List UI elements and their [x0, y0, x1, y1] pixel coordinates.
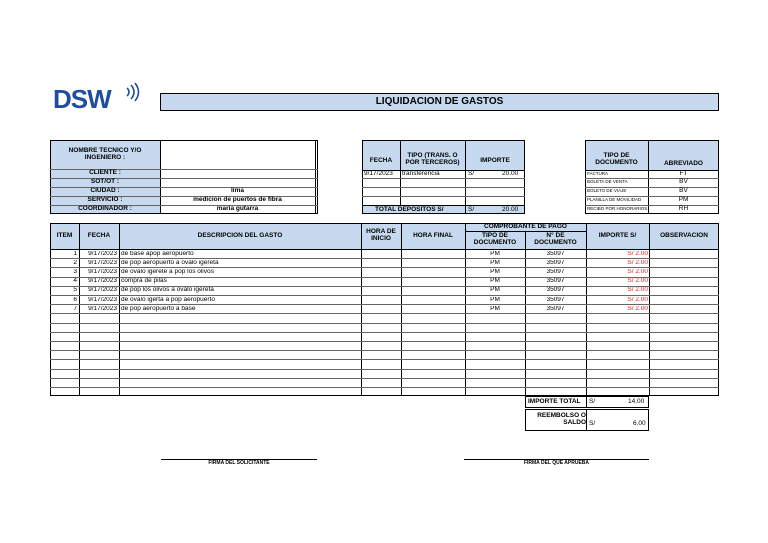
expense-item: 2: [73, 259, 77, 266]
signal-waves-icon: [124, 82, 142, 102]
doctype-abbrev: RH: [678, 205, 689, 213]
info-label-ciudad: CIUDAD :: [90, 187, 120, 195]
col-header-fecha: FECHA: [87, 231, 111, 239]
expense-fecha: 9/17/2023: [88, 296, 117, 303]
col-header-descripcion: DESCRIPCION DEL GASTO: [197, 231, 283, 239]
expense-descripcion: de pop los olivos a ovalo igereta: [121, 287, 214, 294]
expense-importe: S/ 2.00: [627, 305, 648, 312]
doctype-name: PLANILLA DE MOVILIDAD: [587, 197, 642, 202]
info-value-nombre: [160, 140, 315, 169]
expense-fecha: 9/17/2023: [88, 278, 117, 285]
doctypes-header-tipo: TIPO DE DOCUMENTO: [595, 152, 638, 166]
doctype-name: BOLETO DE VIAJE: [587, 188, 627, 193]
dsw-logo: DSW: [53, 84, 111, 114]
info-label-servicio: SERVICIO :: [87, 196, 123, 204]
info-label-sot: SOT/OT :: [90, 178, 120, 186]
info-value-sot: [160, 178, 315, 187]
info-label-cliente: CLIENTE :: [89, 169, 121, 177]
expense-importe: S/ 2.00: [627, 250, 648, 257]
expense-importe: S/ 2.00: [627, 296, 648, 303]
row-divider: [50, 341, 719, 342]
signature-label-solicitante: FIRMA DEL SOLICITANTE: [208, 459, 270, 466]
info-value-coordinador: maria gutarra: [216, 205, 259, 213]
expense-tipo-doc: PM: [490, 305, 500, 312]
doctype-abbrev: BV: [679, 187, 688, 195]
expense-tipo-doc: PM: [490, 259, 500, 266]
expense-importe: S/ 2.00: [627, 278, 648, 285]
signature-label-aprueba: FIRMA DEL QUE APRUEBA: [523, 459, 590, 466]
deposit-currency: S/: [468, 170, 475, 177]
importe-total-currency: S/: [589, 398, 596, 405]
deposits-total-currency: S/: [468, 206, 475, 213]
deposit-importe: 20.00: [502, 170, 519, 177]
info-value-cliente: [160, 169, 315, 178]
expense-num-doc: 35097: [546, 305, 565, 312]
reembolso-label: REEMBOLSO O SALDO: [537, 412, 586, 426]
info-label-nombre: NOMBRE TECNICO Y/O INGENIERO :: [68, 146, 142, 161]
deposit-fecha: 9/17/2023: [364, 170, 393, 177]
expense-fecha: 9/17/2023: [88, 268, 117, 275]
expense-descripcion: de ovalo igerete a pop los olivos: [121, 268, 214, 275]
expense-descripcion: de pop aeropuerto a ovalo igereta: [121, 259, 219, 266]
col-header-item: ITEM: [56, 231, 73, 239]
deposits-total-label: TOTAL DEPOSITOS S/: [375, 206, 444, 213]
expense-importe: S/ 2.00: [627, 259, 648, 266]
col-header-hora-final: HORA FINAL: [413, 231, 453, 239]
page-title: LIQUIDACION DE GASTOS: [160, 93, 719, 111]
deposits-header-fecha: FECHA: [369, 156, 393, 164]
deposits-header-importe: IMPORTE: [480, 156, 510, 164]
reembolso-value: 6.00: [633, 420, 646, 427]
col-header-observacion: OBSERVACION: [660, 231, 708, 239]
expense-tipo-doc: PM: [490, 296, 500, 303]
doctype-abbrev: FT: [679, 169, 688, 177]
row-divider: [50, 350, 719, 351]
doctype-abbrev: BV: [679, 178, 688, 186]
row-divider: [50, 387, 719, 388]
col-header-tipo-doc: TIPO DE DOCUMENTO: [473, 232, 517, 246]
row-divider: [50, 313, 719, 314]
info-value-ciudad: lima: [230, 187, 244, 195]
row-divider: [50, 378, 719, 379]
expense-descripcion: de pop aeropuerto a base: [121, 305, 196, 312]
row-divider: [50, 369, 719, 370]
doctype-name: BOLETA DE VENTA: [587, 179, 628, 184]
row-divider: [50, 359, 719, 360]
deposit-tipo: transferencia: [402, 170, 440, 177]
expense-num-doc: 35097: [546, 250, 565, 257]
col-header-comprobante: COMPROBANTE DE PAGO: [484, 222, 567, 230]
expense-item: 6: [73, 296, 77, 303]
expense-importe: S/ 2.00: [627, 268, 648, 275]
expense-num-doc: 35097: [546, 287, 565, 294]
expense-fecha: 9/17/2023: [88, 287, 117, 294]
doctype-name: FACTURA: [587, 171, 609, 176]
expense-item: 5: [73, 287, 77, 294]
col-header-num-doc: N° DE DOCUMENTO: [534, 232, 577, 246]
row-divider: [50, 332, 719, 333]
info-label-coordinador: COORDINADOR :: [78, 205, 132, 213]
doctype-name: RECIBO POR HONORARIOS: [587, 206, 648, 211]
info-value-servicio: medicion de puertos de fibra: [193, 196, 282, 204]
expense-num-doc: 35097: [546, 259, 565, 266]
expense-num-doc: 35097: [546, 268, 565, 275]
expense-tipo-doc: PM: [490, 287, 500, 294]
expense-fecha: 9/17/2023: [88, 305, 117, 312]
col-header-hora-inicio: HORA DE INICIO: [366, 228, 396, 242]
importe-total-value: 14.00: [628, 398, 645, 405]
expense-item: 4: [73, 278, 77, 285]
expense-item: 1: [73, 250, 77, 257]
importe-total-label: IMPORTE TOTAL: [528, 398, 581, 405]
reembolso-currency: S/: [589, 420, 596, 427]
expense-num-doc: 35097: [546, 296, 565, 303]
expense-fecha: 9/17/2023: [88, 259, 117, 266]
expense-descripcion: de base apop aeropuerto: [121, 250, 194, 257]
doctype-abbrev: PM: [678, 196, 689, 204]
expense-tipo-doc: PM: [490, 268, 500, 275]
col-header-importe: IMPORTE S/: [598, 231, 637, 239]
doctypes-header-abreviado: ABREVIADO: [663, 159, 703, 167]
expense-tipo-doc: PM: [490, 250, 500, 257]
expense-descripcion: compra de pilas: [121, 278, 167, 285]
expense-descripcion: de ovalo igerta a pop aeropuerto: [121, 296, 215, 303]
expense-item: 7: [73, 305, 77, 312]
expense-fecha: 9/17/2023: [88, 250, 117, 257]
expense-importe: S/ 2.00: [627, 287, 648, 294]
deposits-header-tipo: TIPO (TRANS. O POR TERCEROS): [405, 152, 460, 166]
expense-tipo-doc: PM: [490, 278, 500, 285]
expense-num-doc: 35097: [546, 278, 565, 285]
expense-item: 3: [73, 268, 77, 275]
row-divider: [50, 323, 719, 324]
deposits-total-value: 20.00: [502, 206, 519, 213]
